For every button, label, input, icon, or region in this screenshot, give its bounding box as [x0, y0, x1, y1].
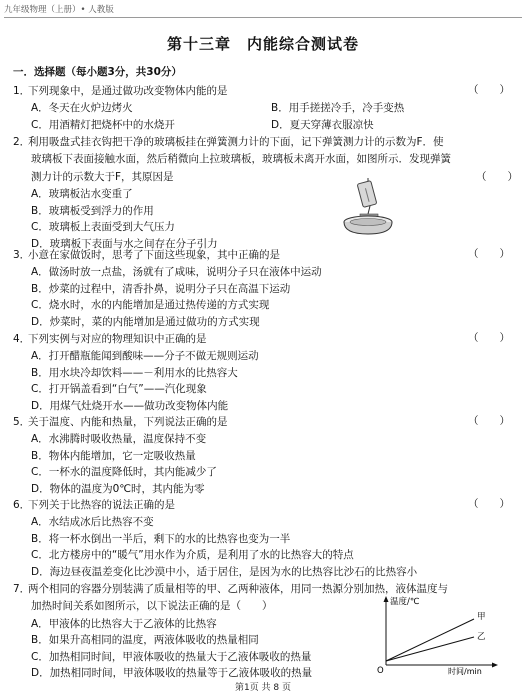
running-head: 九年级物理（上册）• 人教版 [4, 5, 114, 15]
spring-scale-figure [338, 178, 398, 240]
page-footer: 第1页 共 8 页 [234, 683, 292, 693]
answer-paren: （ ） [468, 415, 510, 427]
question-2: 2．利用吸盘式挂衣钩把干净的玻璃板挂在弹簧测力计的下面，记下弹簧测力计的示数为F．使 玻璃板下表面接触水面，然后稍微向上拉玻璃板，玻璃板未离开水面，如图所示．发现弹簧 测力计的示数大于F，其原因是 （ ） A．玻璃板沾水变重了 B．玻璃板受到浮力的作用 C．玻璃板上表面受到大气压力 D．玻璃板下表面与水之间存在分子引力 [13, 133, 518, 252]
option-a: A．玻璃板沾水变重了 [31, 188, 133, 200]
question-stem: 两个相同的容器分别装满了质量相等的甲、乙两种液体，用同一热源分别加热，液体温度与 [28, 583, 448, 595]
option-c: C．一杯水的温度降低时，其内能减少了 [31, 466, 217, 478]
answer-paren: （ ） [468, 84, 510, 96]
option-a: A．打开醋瓶能闻到酸味——分子不做无规则运动 [31, 350, 259, 362]
series-label-jia: 甲 [477, 612, 486, 622]
question-stem: 下列实例与对应的物理知识中正确的是 [28, 333, 207, 345]
question-4: 4．下列实例与对应的物理知识中正确的是 （ ） A．打开醋瓶能闻到酸味——分子不做无规则运动 B．用水块冷却饮料——－利用水的比热容大 C．打开锅盖看到“白气”——汽化现象 D．用煤气灶烧开水——做功改变物体内能 [13, 330, 518, 414]
question-stem: 利用吸盘式挂衣钩把干净的玻璃板挂在弹簧测力计的下面，记下弹簧测力计的示数为F．使 [28, 136, 444, 148]
question-6: 6．下列关于比热容的说法正确的是 （ ） A．水结成冰后比热容不变 B．将一杯水倒出一半后，剩下的水的比热容也变为一半 C．北方楼房中的“暖气”用水作为介质，是利用了水的比热容大的特点 D．海边昼夜温差变化比沙漠中小，适于居住，是因为水的比热容比沙石的比热容小 [13, 496, 518, 580]
option-c: C．烧水时，水的内能增加是通过热传递的方式实现 [31, 299, 270, 311]
option-a: A．水结成冰后比热容不变 [31, 516, 154, 528]
section-heading: 一．选择题（每小题3分，共30分） [13, 66, 182, 78]
question-stem: 下列现象中，是通过做功改变物体内能的是 [28, 85, 228, 97]
option-d: D．加热相同时间，甲液体吸收的热量等于乙液体吸收的热量 [31, 667, 313, 679]
question-5: 5．关于温度、内能和热量，下列说法正确的是 （ ） A．水沸腾时吸收热量，温度保持不变 B．物体内能增加，它一定吸收热量 C．一杯水的温度降低时，其内能减少了 D．物体的温度为0℃时，其内能为零 [13, 413, 518, 497]
option-a: A．做汤时放一点盐，汤就有了咸味，说明分子只在液体中运动 [31, 266, 322, 278]
question-stem: 下列关于比热容的说法正确的是 [28, 499, 175, 511]
question-1: 1．下列现象中，是通过做功改变物体内能的是 （ ） A．冬天在火炉边烤火 B．用手搓搓冷手，冷手变热 C．用酒精灯把烧杯中的水烧开 D．夏天穿薄衣服凉快 [13, 82, 518, 133]
temperature-time-graph [374, 595, 504, 675]
option-b: B．玻璃板受到浮力的作用 [31, 204, 154, 217]
option-d: D．用煤气灶烧开水——做功改变物体内能 [31, 399, 229, 412]
option-b: B．用手搓搓冷手，冷手变热 [271, 102, 405, 114]
option-c: C．打开锅盖看到“白气”——汽化现象 [31, 383, 207, 395]
option-d: D．物体的温度为0℃时，其内能为零 [31, 482, 205, 495]
answer-paren: （ ） [468, 332, 510, 344]
graph-ylabel: 温度/℃ [390, 597, 420, 607]
option-b: B．将一杯水倒出一半后，剩下的水的比热容也变为一半 [31, 532, 291, 545]
option-a: A．冬天在火炉边烤火 [31, 102, 133, 114]
option-a: A．水沸腾时吸收热量，温度保持不变 [31, 433, 207, 445]
page-title: 第十三章 内能综合测试卷 [166, 35, 359, 53]
option-d: D．海边昼夜温差变化比沙漠中小，适于居住，是因为水的比热容比沙石的比热容小 [31, 565, 418, 578]
option-b: B．用水块冷却饮料——－利用水的比热容大 [31, 366, 238, 379]
option-c: C．用酒精灯把烧杯中的水烧开 [31, 118, 175, 131]
answer-paren: （ ） [476, 170, 518, 183]
option-c: C．加热相同时间，甲液体吸收的热量大于乙液体吸收的热量 [31, 650, 312, 663]
option-b: B．炒菜的过程中，清香扑鼻，说明分子只在高温下运动 [31, 282, 291, 295]
graph-xlabel: 时间/min [448, 667, 482, 675]
option-b: B．物体内能增加，它一定吸收热量 [31, 449, 196, 462]
question-stem: 小意在家做饭时，思考了下面这些现象，其中正确的是 [28, 249, 280, 261]
option-d: D．玻璃板下表面与水之间存在分子引力 [31, 237, 218, 250]
option-c: C．玻璃板上表面受到大气压力 [31, 221, 175, 233]
option-b: B．如果升高相同的温度，两液体吸收的热量相同 [31, 634, 259, 646]
option-d: D．夏天穿薄衣服凉快 [271, 118, 374, 131]
stem-continued: 玻璃板下表面接触水面，然后稍微向上拉玻璃板，玻璃板未离开水面，如图所示．发现弹簧 [31, 153, 451, 165]
option-c: C．北方楼房中的“暖气”用水作为介质，是利用了水的比热容大的特点 [31, 549, 354, 561]
graph-origin: O [377, 666, 384, 675]
header-rule [4, 17, 522, 18]
question-3: 3．小意在家做饭时，思考了下面这些现象，其中正确的是 （ ） A．做汤时放一点盐，汤就有了咸味，说明分子只在液体中运动 B．炒菜的过程中，清香扑鼻，说明分子只在高温下运动 C．烧水时，水的内能增加是通过热传递的方式实现 D．炒菜时，菜的内能增加是通过做功的方式实现 [13, 246, 518, 330]
option-d: D．炒菜时，菜的内能增加是通过做功的方式实现 [31, 315, 260, 328]
series-label-yi: 乙 [477, 632, 486, 642]
answer-paren: （ ） [468, 248, 510, 260]
stem-continued: 加热时间关系如图所示，以下说法正确的是（ ） [31, 600, 273, 612]
option-a: A．甲液体的比热容大于乙液体的比热容 [31, 617, 217, 630]
question-7: 7．两个相同的容器分别装满了质量相等的甲、乙两种液体，用同一热源分别加热，液体温度与 加热时间关系如图所示，以下说法正确的是（ ） A．甲液体的比热容大于乙液体的比热容 B．如果升高相同的温度，两液体吸收的热量相同 C．加热相同时间，甲液体吸收的热量大于乙液体吸收的热量 D．加热相同时间，甲液体吸收的热量等于乙液体吸收的热量 [13, 580, 518, 682]
stem-continued: 测力计的示数大于F，其原因是 [31, 170, 174, 183]
answer-paren: （ ） [468, 498, 510, 510]
question-stem: 关于温度、内能和热量，下列说法正确的是 [28, 416, 228, 428]
